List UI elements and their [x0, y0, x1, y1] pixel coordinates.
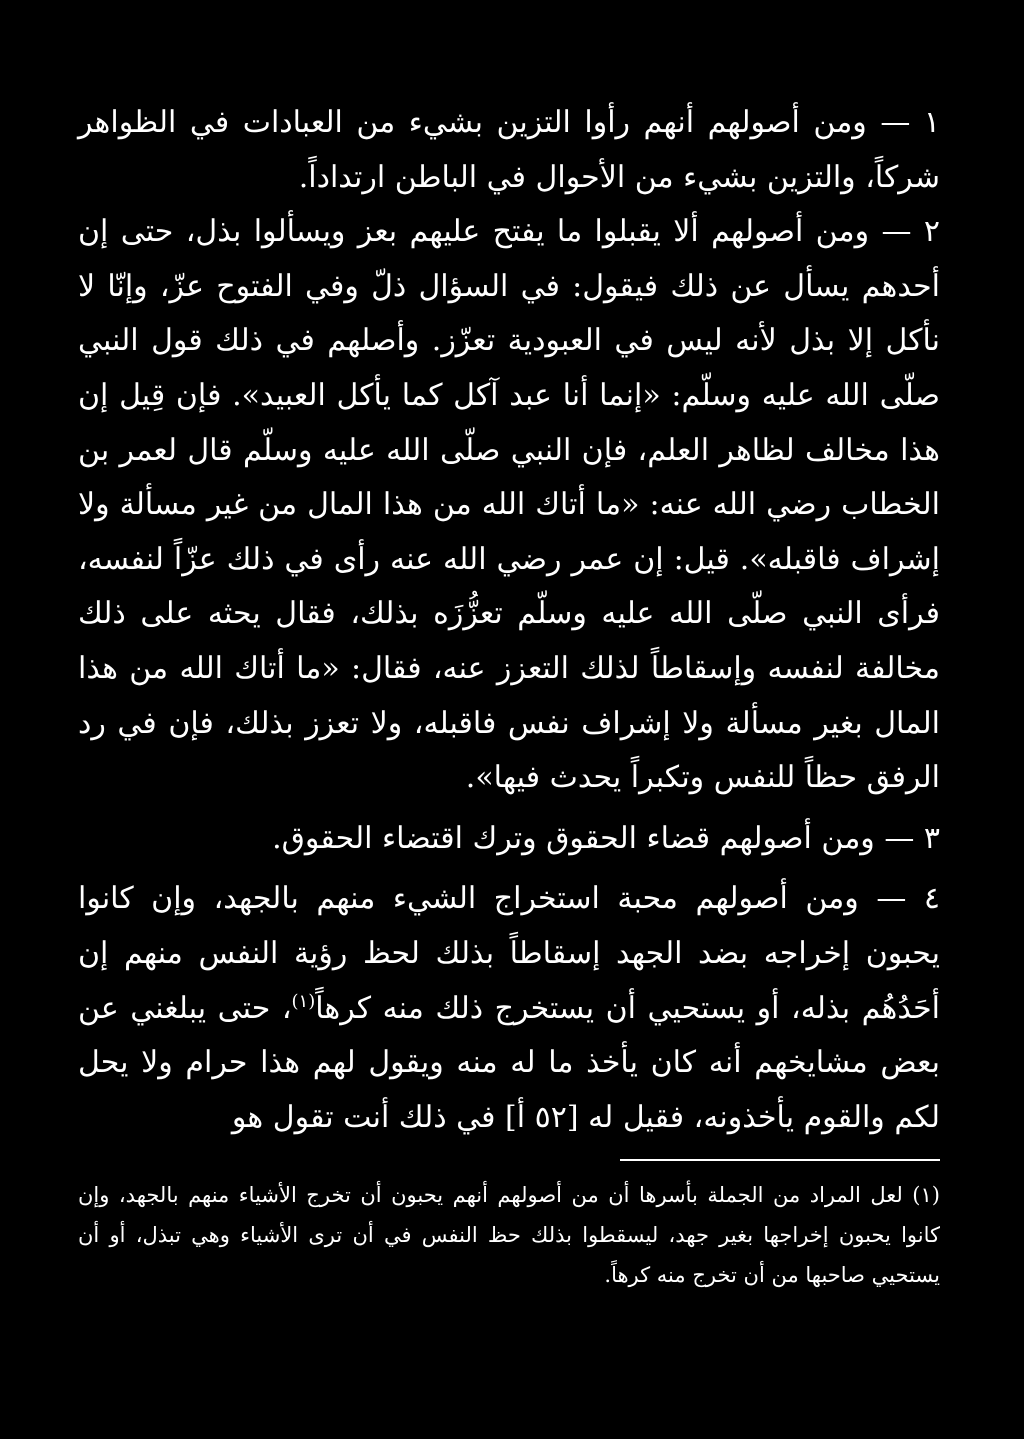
- paragraph-number: ٣: [923, 820, 940, 856]
- paragraph-number: ٤: [923, 881, 940, 917]
- separator-dash: —: [884, 820, 915, 856]
- paragraph-text: ومن أصولهم قضاء الحقوق وترك اقتضاء الحقوق.: [272, 820, 875, 856]
- paragraph-text: ومن أصولهم محبة استخراج الشيء منهم بالجهد، وإن كانوا يحبون إخراجه بضد الجهد إسقاطاً بذلك لحظ رؤية النفس منهم إن أحَدُهُم بذله، أو يستحيي أن يستخرج ذلك منه كرهاً: [78, 881, 940, 1026]
- footnote: [78, 1175, 940, 1295]
- paragraph-text-continued: ، حتى يبلغني عن بعض مشايخهم أنه كان يأخذ ما له منه ويقول لهم هذا حرام ولا يحل لكم والقوم يأخذونه، فقيل له [٥٢ أ] في ذلك أنت تقول هو: [78, 990, 940, 1135]
- paragraph-number: ٢: [923, 214, 940, 250]
- footnote-reference[interactable]: (١): [291, 990, 316, 1012]
- main-text: [78, 96, 940, 1145]
- paragraph-3: [78, 812, 940, 867]
- book-page: [78, 96, 940, 1295]
- paragraph-2: [78, 205, 940, 806]
- paragraph-1: [78, 96, 940, 205]
- separator-dash: —: [881, 214, 912, 250]
- paragraph-text: ومن أصولهم أنهم رأوا التزين بشيء من العبادات في الظواهر شركاً، والتزين بشيء من الأحوال في الباطن ارتداداً.: [78, 105, 940, 195]
- separator-dash: —: [880, 105, 911, 140]
- separator-dash: —: [876, 881, 907, 917]
- paragraph-number: ١: [923, 105, 940, 140]
- paragraph-text: ومن أصولهم ألا يقبلوا ما يفتح عليهم بعز ويسألوا بذل، حتى إن أحدهم يسأل عن ذلك فيقول: في السؤال ذلّ وفي الفتوح عزّ، وإنّا لا نأكل إلا بذل لأنه ليس في العبودية تعزّز. وأصلهم في ذلك قول النبي صلّى الله عليه وسلّم: «إنما أنا عبد آكل كما يأكل العبيد». فإن قِيل إن هذا مخالف لظاهر العلم، فإن النبي صلّى الله عليه وسلّم قال لعمر بن الخطاب رضي الله عنه: «ما أتاك الله من هذا المال من غير مسألة ولا إشراف فاقبله». قيل: إن عمر رضي الله عنه رأى في ذلك عزّاً لنفسه، فرأى النبي صلّى الله عليه وسلّم تعزُّزَه بذلك، فقال يحثه على ذلك مخالفة لنفسه وإسقاطاً لذلك التعزز عنه، فقال: «ما أتاك الله من هذا المال بغير مسألة ولا إشراف نفس فاقبله، ولا تعزز بذلك، فإن في رد الرفق حظاً للنفس وتكبراً يحدث فيها».: [78, 214, 940, 796]
- paragraph-4: [78, 872, 940, 1145]
- footnote-marker: (١): [912, 1183, 940, 1208]
- footnote-text: لعل المراد من الجملة بأسرها أن من أصولهم أنهم يحبون أن تخرج الأشياء منهم بالجهد، وإن كانوا يحبون إخراجها بغير جهد، ليسقطوا بذلك حظ النفس في أن ترى الأشياء وهي تبذل، أو أن يستحيي صاحبها من أن تخرج منه كرهاً.: [78, 1183, 940, 1288]
- footnote-divider: [620, 1159, 940, 1161]
